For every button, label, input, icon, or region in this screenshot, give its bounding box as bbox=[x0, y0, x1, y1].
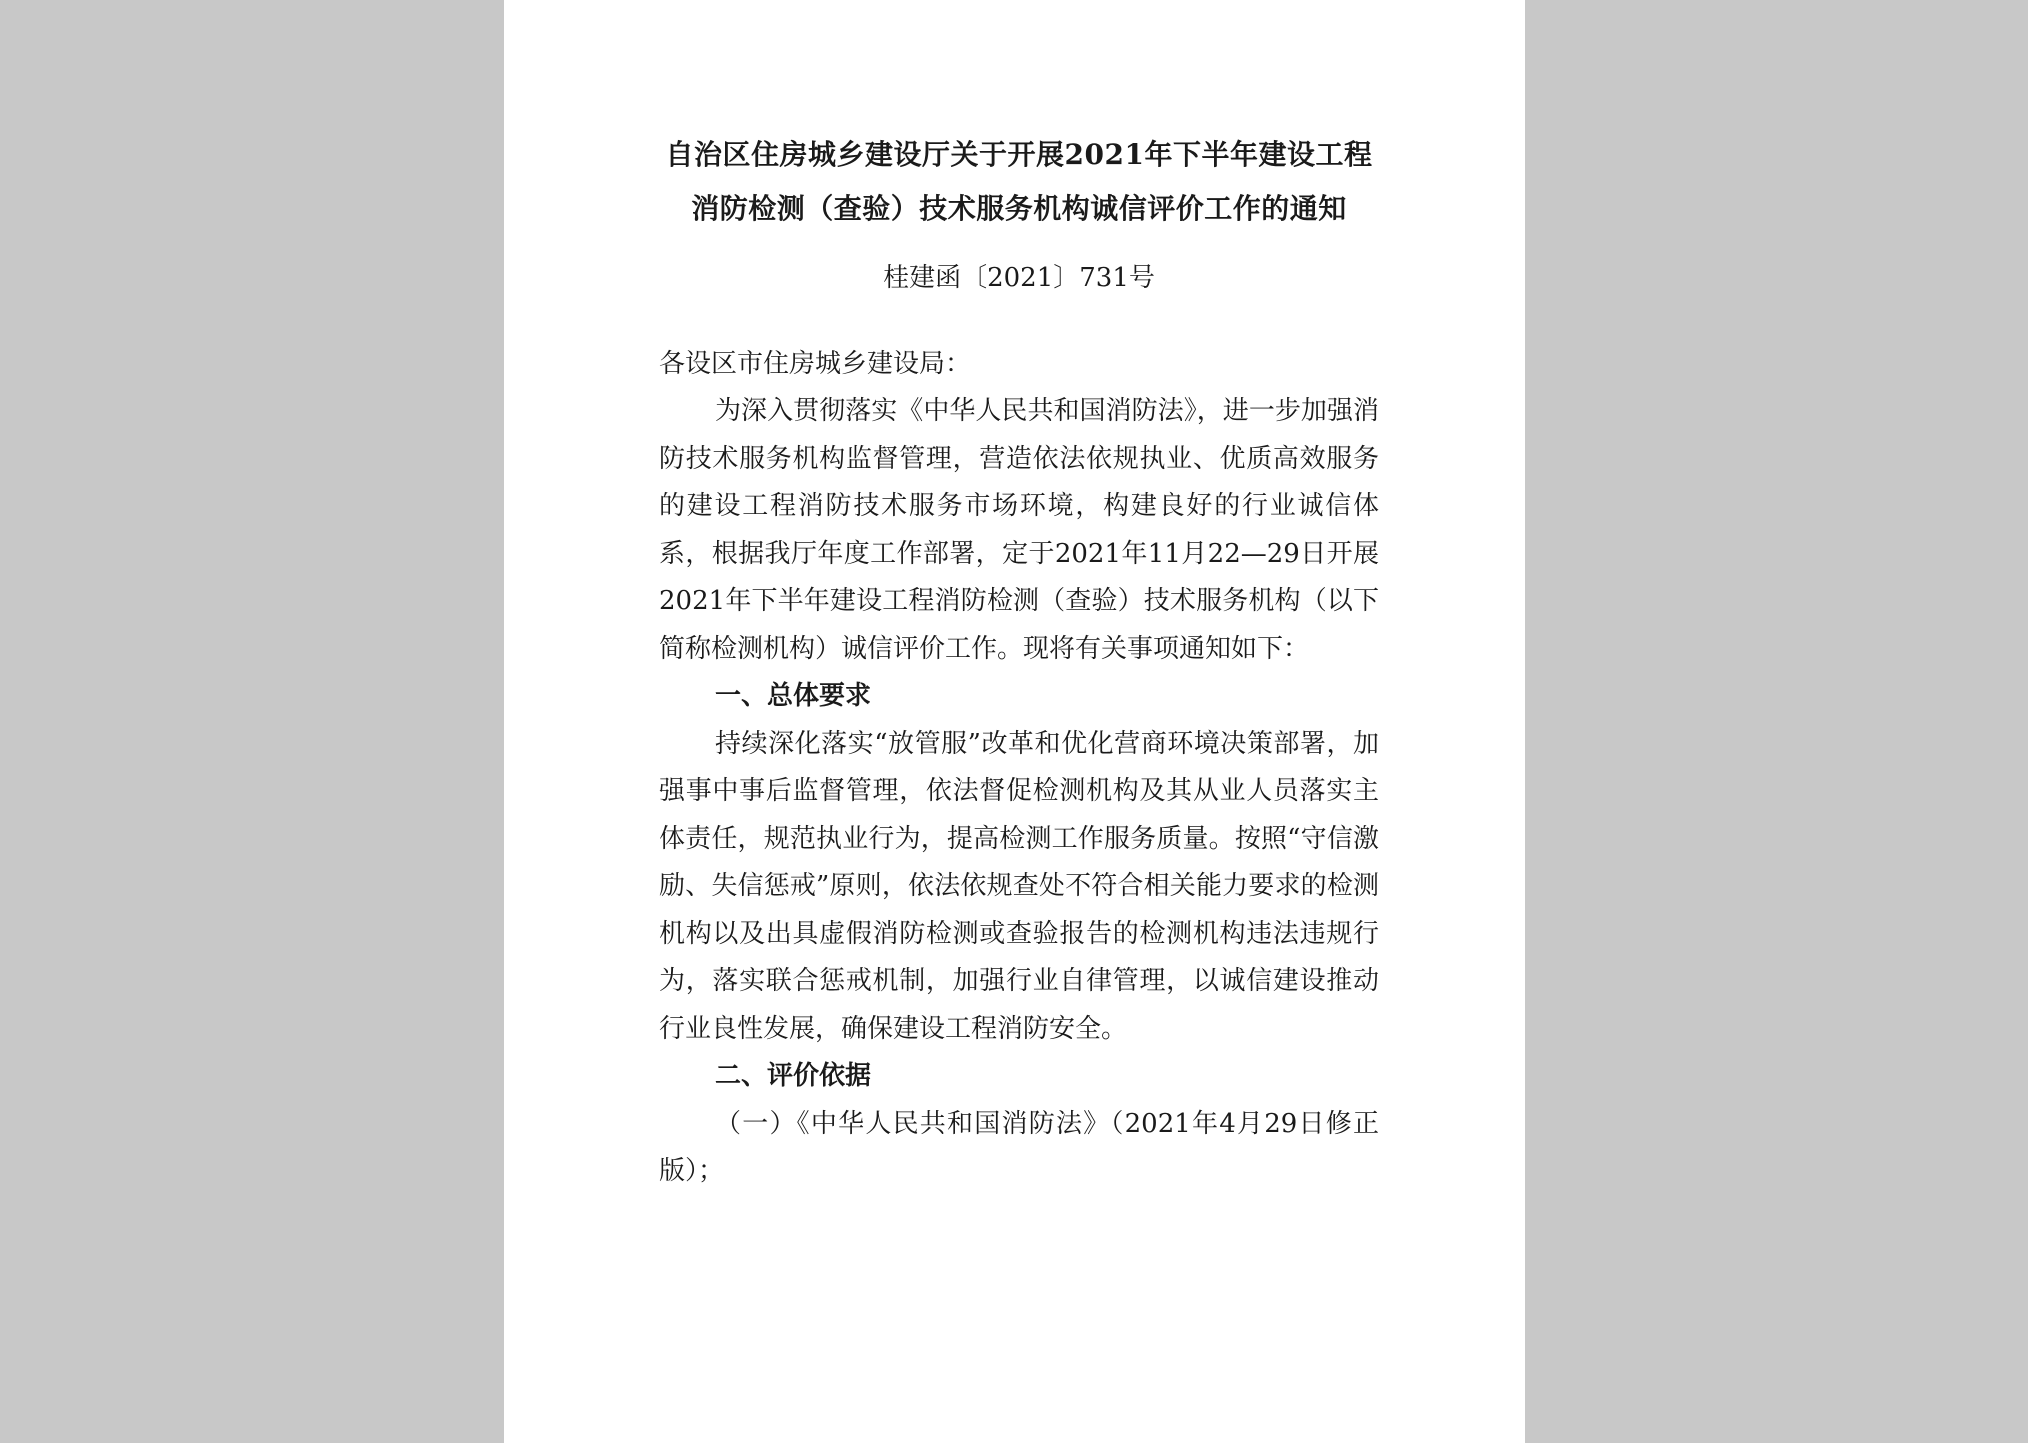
document-body bbox=[659, 128, 1379, 1196]
section-paragraph-general-requirements: 持续深化落实“放管服”改革和优化营商环境决策部署，加强事中事后监督管理，依法督促检测机构及其从业人员落实主体责任，规范执业行为，提高检测工作服务质量。按照“守信激励、失信惩戒”原则，依法依规查处不符合相关能力要求的检测机构以及出具虚假消防检测或查验报告的检测机构违法违规行为，落实联合惩戒机制，加强行业自律管理，以诚信建设推动行业良性发展，确保建设工程消防安全。 bbox=[659, 728, 1379, 1044]
document-title: 自治区住房城乡建设厅关于开展2021年下半年建设工程消防检测（查验）技术服务机构诚信评价工作的通知 bbox=[665, 138, 1373, 225]
document-page bbox=[504, 0, 1525, 1443]
salutation: 各设区市住房城乡建设局： bbox=[659, 349, 972, 379]
document-number: 桂建函〔2021〕731号 bbox=[883, 263, 1155, 293]
intro-paragraph: 为深入贯彻落实《中华人民共和国消防法》，进一步加强消防技术服务机构监督管理，营造依法依规执业、优质高效服务的建设工程消防技术服务市场环境，构建良好的行业诚信体系，根据我厅年度工作部署，定于2021年11月22—29日开展2021年下半年建设工程消防检测（查验）技术服务机构（以下简称检测机构）诚信评价工作。现将有关事项通知如下： bbox=[659, 396, 1379, 664]
section-heading-general-requirements: 一、总体要求 bbox=[715, 681, 872, 711]
evaluation-basis-item-1: （一）《中华人民共和国消防法》（2021年4月29日修正版）； bbox=[659, 1108, 1379, 1186]
section-heading-evaluation-basis: 二、评价依据 bbox=[715, 1061, 872, 1091]
